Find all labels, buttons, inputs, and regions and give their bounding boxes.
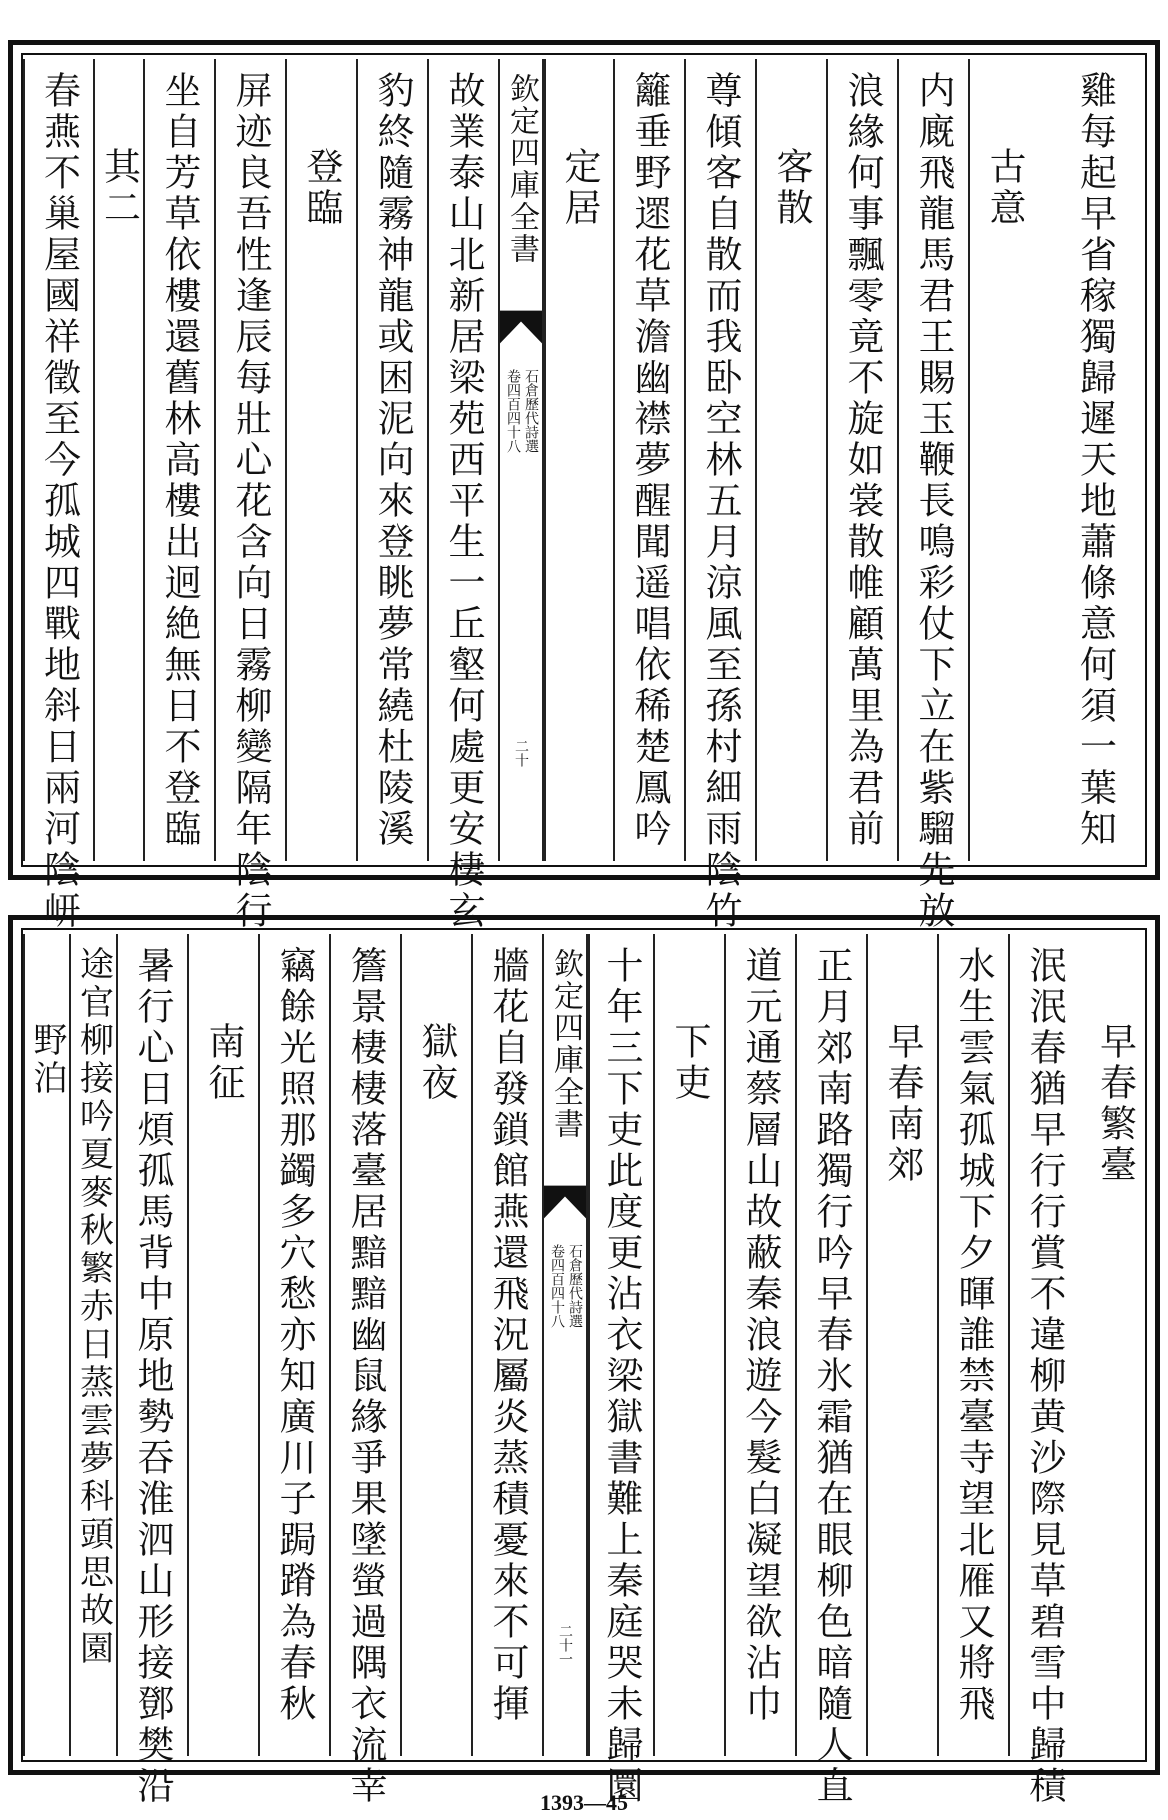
poem-title: 其二 [93, 59, 143, 861]
poem-title: 獄夜 [400, 934, 471, 1756]
top-page-frame [21, 53, 1147, 932]
text-column: 途官柳接吟夏麥秋繁赤日蒸雲夢科頭思故園 [69, 934, 116, 1756]
text-column: 故業泰山北新居梁苑西平生一丘壑何處更安棲玄 [427, 59, 498, 861]
text-column: 内廐飛龍馬君王賜玉鞭長鳴彩仗下立在紫騮先放 [897, 59, 968, 861]
fishtail-mark [544, 1184, 586, 1220]
poem-title: 古意 [968, 59, 1039, 861]
text-column: 十年三下吏此度更沾衣梁獄書難上秦庭哭未歸圜 [588, 934, 653, 1756]
text-column: 正月郊南路獨行吟早春氷霜猶在眼柳色暗隨人直 [795, 934, 866, 1756]
text-column: 籬垂野遝花草澹幽襟夢醒聞遥唱依稀楚鳳吟 [613, 59, 684, 861]
poem-title: 客散 [755, 59, 826, 861]
center-fold: 欽定四庫全書 石倉歷代詩選 卷四百四十八 二十一 [542, 934, 588, 1756]
top-page [8, 40, 1160, 932]
poem-title: 早春南郊 [866, 934, 937, 1756]
text-column: 春燕不巢屋國祥徵至今孤城四戰地斜日兩河陰岍 [23, 59, 93, 861]
text-column: 竊餘光照那蠲多穴愁亦知廣川子跼蹐為春秋 [258, 934, 329, 1756]
poem-title: 定居 [544, 59, 613, 861]
text-column: 水生雲氣孤城下夕暉誰禁臺寺望北雁又將飛 [937, 934, 1008, 1756]
text-column: 道元通蔡層山故蔽秦浪遊今髮白凝望欲沾巾 [724, 934, 795, 1756]
text-column: 豹終隨霧神龍或困泥向來登眺夢常繞杜陵溪 [356, 59, 427, 861]
poem-title: 野泊 [23, 934, 69, 1756]
page-id: 1393—45 [540, 1790, 628, 1815]
text-column: 暑行心日煩孤馬背中原地勢吞淮泗山形接鄧樊沿 [116, 934, 187, 1756]
text-column: 屏迹良吾性逢辰每壯心花含向日霧柳變隔年陰行 [214, 59, 285, 861]
poem-title: 南征 [187, 934, 258, 1756]
text-column: 浪緣何事飄零竟不旋如裳散帷顧萬里為君前 [826, 59, 897, 861]
poem-title: 早春繁臺 [1093, 1022, 1137, 1186]
text-column: 泯泯春猶早行行賞不違柳黄沙際見草碧雪中歸積 [1008, 934, 1079, 1756]
text-column: 尊傾客自散而我卧空林五月涼風至孫村細雨陰竹 [684, 59, 755, 861]
text-column: 牆花自發鎖館燕還飛況屬炎蒸積憂來不可揮 [471, 934, 542, 1756]
poem-title: 下吏 [653, 934, 724, 1756]
text-column: 雞每起早省稼獨歸遲天地蕭條意何須一葉知 [1073, 71, 1117, 850]
text-column: 坐自芳草依樓還舊林高樓出迥絶無日不登臨 [143, 59, 214, 861]
poem-title: 登臨 [285, 59, 356, 861]
center-fold: 欽定四庫全書 石倉歷代詩選 卷四百四十八 二十 [498, 59, 544, 861]
text-column: 簷景棲棲落臺居黯黯幽鼠緣爭果墜螢過隅衣流幸 [329, 934, 400, 1756]
fishtail-mark [500, 309, 542, 345]
